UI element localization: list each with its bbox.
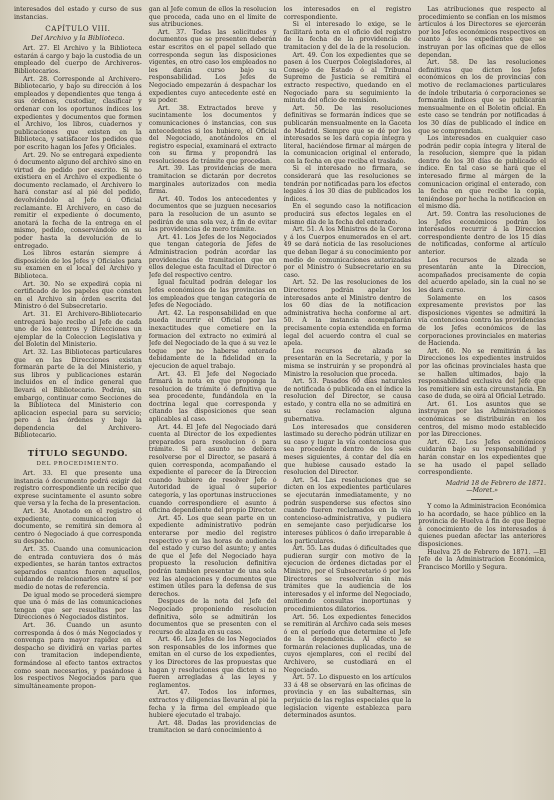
paragraph: gan al Jefe comun de ellos la resolucion que proceda, cada uno en el límite de sus atribuciones. bbox=[148, 6, 277, 29]
paragraph: Art. 42. La responsabilidad en que pueda incurrir el Oficial por las inexactitudes que cometiere en la formacion del extracto no eximirá al Jefe del Negociado de la que á su vez le toque por no haberse enterado debidamente de la fidelidad en la ejecucion de aquel trabajo. bbox=[148, 309, 277, 370]
paragraph: Despues de la nota del Jefe del Negociado proponiendo resolucion definitiva, sólo se admitirán los documentos que se presenten con el recurso de alzada en su caso. bbox=[148, 598, 277, 636]
paragraph: Art. 45. Los que sean parte en un expediente administrativo podrán enterarse por medio del registro respectivo y en las horas de audiencia del estado y curso del asunto; y antes de que el Jefe del Negociado haya propuesto la resolucion definitiva podrán tambien presentar de una sola vez las alegaciones y documentos que estimen útiles para la defensa de sus derechos. bbox=[148, 514, 277, 598]
paragraph: Art. 54. Las resoluciones que se dicten en los expedientes particulares se ejecutarán inmediatamente, y no podrán suspenderse sus efectos sino cuando fueren reclamados en la vía contencioso-administrativa, y pudiera en semejante caso perjudicarse los intereses públicos ó daño irreparable á los particulares. bbox=[283, 476, 412, 545]
title-heading: TÍTULO SEGUNDO. bbox=[27, 448, 129, 459]
paragraph: Los recursos de alzada se presentarán ante la Direccion, acompañados precisamente de copia del acuerdo apelado, sin la cual no se les dará curso. bbox=[418, 256, 546, 294]
paragraph: Si el interesado lo exige, se le facilitará nota en el oficio del registro de la fecha de la providencia de tramitacion y del de la de la resolucion. bbox=[283, 21, 412, 51]
paragraph: Art. 58. De las resoluciones definitivas que dicten los Jefes económicos en los de provincias con motivo de reclamaciones particulares de índole tributaria ó corporaciones se formarán índices que se publicarán mensualmente en el Boletin oficial. En este caso se tendrán por notificadas á los 30 días de publicado el índice en que se comprendan. bbox=[418, 59, 546, 135]
paragraph: Art. 43. El Jefe del Negociado firmará la nota en que proponga la resolucion de trámite ó definitiva que sea procedente, fundándola en la doctrina legal que corresponda y citando las disposiciones que sean aplicables al caso. bbox=[148, 370, 277, 424]
column-1 bbox=[14, 6, 142, 796]
paragraph: Si el interesado no firmara, se considerará que las resoluciones se tendrán por notificadas para los efectos legales á los 30 días de publicados los índices. bbox=[283, 165, 412, 203]
paragraph: Art. 35. Cuando una comunicacion de entrada contuviera dos ó más expedientes, se harán tantos extractos separados cuantos fueren aquellos, cuidando de relacionarlos entre sí por medio de notas de referencia. bbox=[14, 546, 142, 591]
paragraph: Art. 38. Extractados breve y sucintamente los documentos y comunicaciones ó instancias, con sus antecedentes si los hubiere, el Oficial del Negociado, anotándolos en el registro especial, examinará el extracto con su firma y propondrá las resoluciones de trámite que procedan. bbox=[148, 104, 277, 165]
paragraph: Art. 36. Cuando un asunto corresponda á dos ó más Negociados y convenga para mayor rapidez en el despacho se dividirá en varias partes con tramitacion independiente, formándose al efecto tantos extractos como sean necesarios, y pasándose á los respectivos Negociados para que simultáneamente propon- bbox=[14, 621, 142, 690]
paragraph: Igual facultad podrán delegar los Jefes económicos de las provincias en los empleados que tengan categoría de Jefes de Negociado. bbox=[148, 279, 277, 310]
paragraph: Los interesados en cualquier caso podrán pedir copia íntegra y literal de la resolucion, siempre que la pidan dentro de los 30 días de publicado el índice. En tal caso se hará que el interesado firme al márgen de la comunicacion original el enterado, con la fecha en que recibe la copia, teniéndose por hecha la notificacion en el mismo día. bbox=[418, 135, 546, 211]
title-subheading: DEL PROCEDIMIENTO. bbox=[36, 461, 120, 468]
paragraph: Art. 53. Pasados 60 días naturales de notificada ó publicada en el índice la resolucion del Director, se causa estado, y contra ella no se admitirá en su caso reclamacion alguna gubernativa. bbox=[283, 378, 412, 424]
paragraph: Art. 44. El Jefe del Negociado dará cuenta al Director de los expedientes preparados para resolucion ó para trámite. Si el asunto no debiera resolverse por el Director, se pasará á quien corresponda, acompañando el expediente el parecer de la Direccion cuando hubiere de resolver Jefe ó Autoridad de igual ó superior categoría, y las oportunas instrucciones cuando correspondiere el asunto á oficina dependiente del propio Director. bbox=[148, 423, 277, 515]
paragraph: Art. 30. No se expedirá copia ni certificado de los papeles que consten en el Archivo sin órden escrita del Ministro ó del Subsecretario. bbox=[14, 280, 142, 311]
text-columns bbox=[14, 6, 546, 796]
paragraph: Art. 28. Corresponde al Archivero-Bibliotecario, y bajo su dirección á los empleados y dependientes que tenga á sus órdenes, custodiar, clasificar y ordenar con los oportunos índices los expedientes y documentos que formen el Archivo, los libros, cuadernos y publicaciones que existen en la Biblioteca, y satisfacer los pedidos que por escrito hagan los Jefes y Oficiales. bbox=[14, 75, 142, 151]
column-2 bbox=[149, 6, 277, 796]
paragraph: Art. 47. Todos los informes, extractos y diligencias llevarán al pié la fecha y la firma del empleado que hubiere ejecutado el trabajo. bbox=[148, 689, 277, 720]
chapter-heading: CAPÍTULO VIII. bbox=[45, 24, 111, 34]
paragraph: Los libros estarán siempre á disposición de los Jefes y Oficiales para su examen en el local del Archivo y Biblioteca. bbox=[14, 250, 142, 280]
paragraph: Art. 48. Dadas las providencias de tramitacion se dará conocimiento á bbox=[148, 719, 277, 735]
paragraph: Art. 49. Con los expedientes que se pasen á los Cuerpos Colegisladores, al Consejo de Estado ó al Tribunal Supremo de Justicia se remitirá el extracto respectivo, quedando en el Negociado para su seguimiento la minuta del oficio de remision. bbox=[283, 51, 412, 105]
paragraph: Art. 56. Los expedientes fenecidos se remitirán al Archivo cada seis meses ó en el período que determine el Jefe de la dependencia. Al efecto se formarán relaciones duplicadas, una de cuyos ejemplares, con el recibí del Archivero, se custodiará en el Negociado. bbox=[283, 613, 412, 674]
paragraph: Y como la Administracion Económica lo ha acordado, se hace público en la provincia de Huelva á fin de que llegue á conocimiento de los interesados á quienes puedan afectar las anteriores disposiciones. bbox=[418, 503, 546, 548]
paragraph: Art. 32. Las Bibliotecas particulares que en las Direcciones existan formarán parte de la del Ministerio, y sus libros y publicaciones estarán incluidos en el índice general que llevará el Bibliotecario. Podrán, sin embargo, continuar como Secciones de la Biblioteca del Ministerio con aplicacion especial para su servicio; pero á las órdenes y bajo la dependencia del Archivero-Bibliotecario. bbox=[14, 348, 142, 440]
divider-rule bbox=[471, 499, 493, 500]
paragraph: Art. 40. Todos los antecedentes y documentos que se juzguen necesarios para la resolucion de un asunto se pedirán de una sola vez, á fin de evitar las providencias de mero trámite. bbox=[148, 195, 277, 234]
paragraph: Art. 62. Los Jefes económicos cuidarán bajo su responsabilidad y harán constar en los expedientes que se ha usado el papel sellado correspondiente. bbox=[418, 438, 546, 477]
paragraph: Art. 60. No se remitirán á las Direcciones los expedientes instruidos por las oficinas provinciales hasta que se hallen ultimados, bajo la responsabilidad exclusiva del Jefe que los remitiere sin esta circunstancia. En caso de duda, se oirá al Oficial Letrado. bbox=[418, 347, 546, 401]
paragraph: Art. 46. Los Jefes de los Negociados son responsables de los informes que emitan en el curso de los expedientes, y los Directores de las propuestas que hagan y resoluciones que dicten si no fueren arregladas á las leyes y reglamentos. bbox=[148, 636, 277, 689]
paragraph: Art. 52. De las resoluciones de los Directores podrán apelar los interesados ante el Ministro dentro de los 60 días de la notificacion administrativa hecha conforme al art. 50. A la instancia acompañarán precisamente copia extendida en forma legal del acuerdo contra el cual se apela. bbox=[283, 279, 412, 348]
paragraph: interesados del estado y curso de sus instancias. bbox=[14, 6, 142, 21]
paragraph: los interesados en el registro correspondiente. bbox=[283, 6, 412, 21]
paragraph: Huelva 25 de Febrero de 1871. —El Jefe de la Administracion Económica, Francisco Morillo y Segura. bbox=[418, 548, 546, 571]
chapter-subheading: Del Archivo y la Biblioteca. bbox=[31, 34, 125, 43]
paragraph: Los interesados que consideren lastimado su derecho podrán utilizar en su caso y lugar la vía contenciosa que sea procedente dentro de los seis meses siguientes, á contar del día en que hubiese causado estado la resolucion del Director. bbox=[283, 423, 412, 477]
signature: —Moret.» bbox=[466, 487, 498, 495]
paragraph: Los recursos de alzada se presentarán en la Secretaría, y por la misma se instruirán y se propondrá al Ministro la resolucion que proceda. bbox=[283, 347, 412, 378]
paragraph: Art. 27. El Archivo y la Biblioteca estarán á cargo y bajo la custodia de un empleado del cuerpo de Archiveros-Bibliotecarios. bbox=[14, 45, 142, 75]
paragraph: De igual modo se procederá siempre que una ó más de las comunicaciones tengan que ser resueltas por las Direcciones ó Negociados distintos. bbox=[14, 591, 142, 622]
column-4 bbox=[418, 6, 546, 796]
paragraph: Art. 39. Las providencias de mera tramitacion se dictarán por decretos marginales autorizados con media firma. bbox=[148, 165, 277, 196]
paragraph: Art. 61. Los asuntos que se instruyan por las Administraciones económicas se distribuirán en los centros, del mismo modo establecido por las Direcciones. bbox=[418, 400, 546, 439]
paragraph: Art. 41. Los Jefes de los Negociados que tengan categoría de Jefes de Administracion podrán acordar las providencias de tramitacion que en ellos delegue esta facultad el Director ó Jefe del respectivo centro. bbox=[148, 233, 277, 279]
paragraph: En el segundo caso la notificacion producirá sus efectos legales en el mismo día de la fecha del enterado. bbox=[283, 203, 412, 226]
paragraph: Art. 57. Lo dispuesto en los artículos 33 á 48 se observará en las oficinas de provincia y en las subalternas, sin perjuicio de las reglas especiales que la legislacion vigente establezca para determinados asuntos. bbox=[283, 674, 412, 720]
dateline: Madrid 18 de Febrero de 1871. bbox=[445, 479, 546, 487]
paragraph: Art. 37. Todas las solicitudes y documentos que se presenten deberán estar escritos en el papel sellado que corresponda segun las disposiciones vigentes, en otro caso los empleados no les darán curso bajo su responsabilidad. Los Jefes de Negociado empezarán á despachar los expedientes cuyo antecedente esté en su poder. bbox=[148, 28, 277, 105]
paragraph: Art. 31. El Archivero-Bibliotecario entregará bajo recibo al Jefe de cada uno de los centros y Direcciones un ejemplar de la Coleccion Legislativa y del Boletin del Ministerio. bbox=[14, 310, 142, 349]
paragraph: Art. 29. No se entregará expediente ó documento alguno del archivo sino en virtud de pedido por escrito. Si no existiera en el Archivo el expediente ó documento reclamado, el Archivero lo hará constar así al pié del pedido, devolviéndolo al Jefe ú Oficial reclamante. El Archivero, en caso de remitir el expediente ó documento, anotará la fecha de la entrega en el mismo, pedido, conservándolo en su poder hasta la devolución de lo entregado. bbox=[14, 151, 142, 250]
paragraph: Las atribuciones que respecto al procedimiento se confían en los mismos artículos á los Directores se ejercerán por los Jefes económicos respectivos en cuanto á los expedientes que se instruyan por las oficinas que de ellos dependan. bbox=[418, 6, 546, 59]
paragraph: Art. 51. A los Ministros de la Corona y á los Cuerpos enumerados en el art. 49 se dará noticia de las resoluciones que deban llegar á su conocimiento por medio de comunicaciones autorizadas por el Ministro ó Subsecretario en su caso. bbox=[283, 226, 412, 279]
paragraph: Art. 34. Anotado en el registro el expediente, comunicacion ó documento, se remitirá sin demora al centro ó Negociado á que corresponda su despacho. bbox=[14, 508, 142, 546]
paragraph: Art. 33. El que presente una instancia ó documento podrá exigir del registro correspondiente un recibo que exprese sucintamente el asunto sobre que versa y la fecha de la presentacion. bbox=[14, 470, 142, 508]
paragraph: Solamente en los casos expresamente previstos por las disposiciones vigentes se admitirá la vía contenciosa contra las providencias de los Jefes económicos de las corporaciones provinciales en materias de Hacienda. bbox=[418, 294, 546, 348]
paragraph: Art. 55. Las dudas ó dificultades que pudieran surgir con motivo de la ejecucion de órdenes dictadas por el Ministro, por el Subsecretario ó por los Directores se resolverán sin más trámites que la audiencia de los interesados y el informe del Negociado, omitiendo consultas inoportunas y procedimientos dilatorios. bbox=[283, 545, 412, 613]
column-3 bbox=[284, 6, 412, 796]
paragraph: Art. 59. Contra las resoluciones de los Jefes económicos podrán los interesados recurrir á la Direccion correspondiente dentro de los 15 días de notificadas, conforme al artículo anterior. bbox=[418, 211, 546, 256]
paragraph: Art. 50. De las resoluciones definitivas se formarán índices que se publicarán mensualmente en la Gaceta de Madrid. Siempre que se dé por los interesados se les dará copia íntegra y literal, haciéndose firmar al márgen de la comunicacion original el enterado, con la fecha en que reciba el traslado. bbox=[283, 104, 412, 165]
